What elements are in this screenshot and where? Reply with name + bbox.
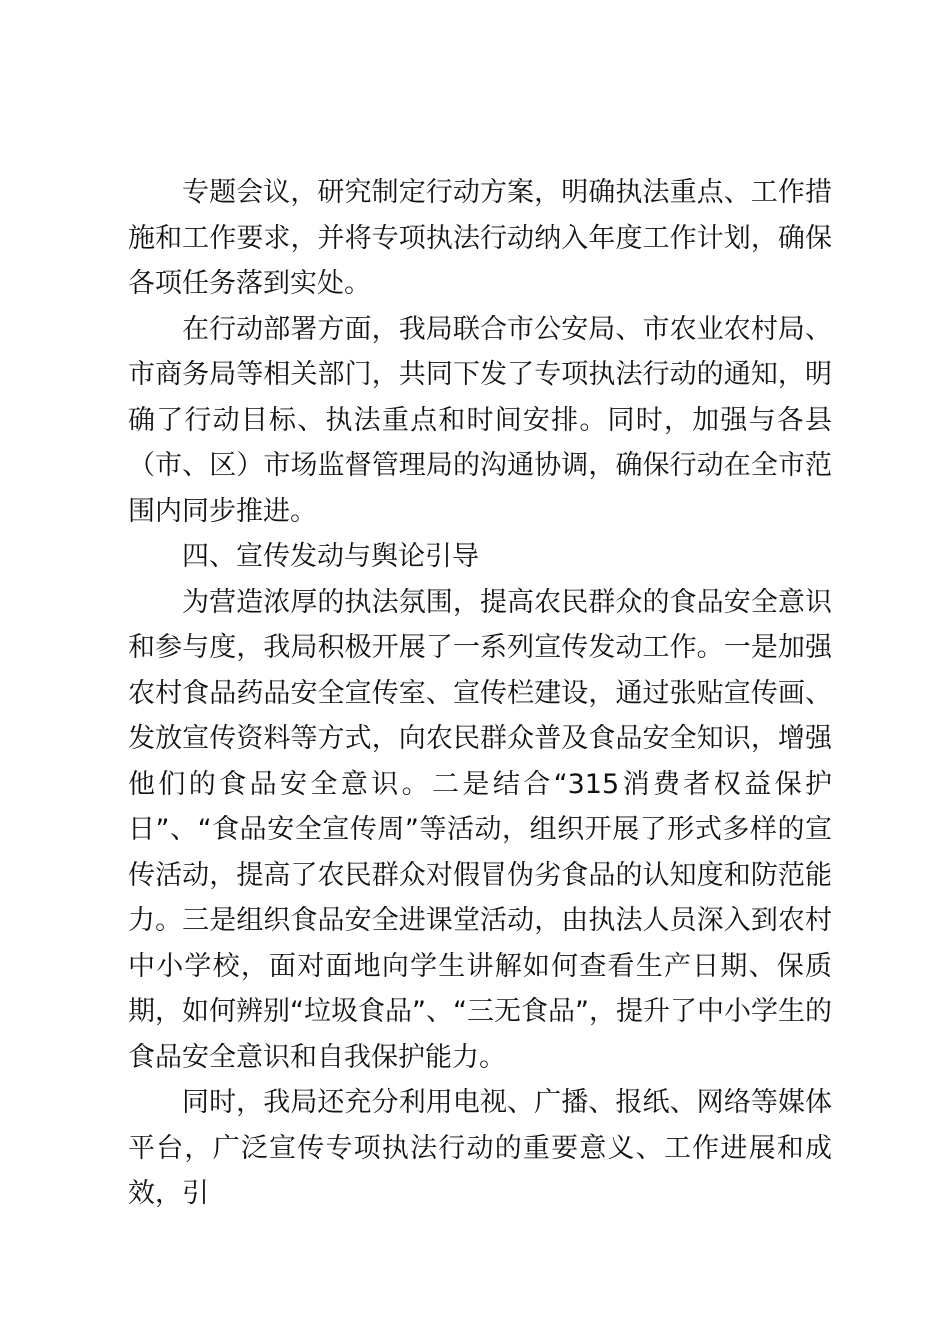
paragraph-continuation: 专题会议，研究制定行动方案，明确执法重点、工作措施和工作要求，并将专项执法行动纳入年度工作计划，确保各项任务落到实处。 — [128, 177, 832, 299]
paragraph-publicity: 为营造浓厚的执法氛围，提高农民群众的食品安全意识和参与度，我局积极开展了一系列宣传发动工作。一是加强农村食品药品安全宣传室、宣传栏建设，通过张贴宣传画、发放宣传资料等方式，向农民群众普及食品安全知识，增强他们的食品安全意识。二是结合“315消费者权益保护日”、“食品安全宣传周”等活动，组织开展了形式多样的宣传活动，提高了农民群众对假冒伪劣食品的认知度和防范能力。三是组织食品安全进课堂活动，由执法人员深入到农村中小学校，面对面地向学生讲解如何查看生产日期、保质期，如何辨别“垃圾食品”、“三无食品”，提升了中小学生的食品安全意识和自我保护能力。 — [128, 586, 832, 1073]
paragraph-deployment: 在行动部署方面，我局联合市公安局、市农业农村局、市商务局等相关部门，共同下发了专项执法行动的通知，明确了行动目标、执法重点和时间安排。同时，加强与各县（市、区）市场监督管理局的沟通协调，确保行动在全市范围内同步推进。 — [128, 313, 832, 527]
section-heading: 四、宣传发动与舆论引导 — [182, 541, 479, 572]
document-body — [128, 170, 832, 1217]
paragraph-media: 同时，我局还充分利用电视、广播、报纸、网络等媒体平台，广泛宣传专项执法行动的重要意义、工作进展和成效，引 — [128, 1087, 832, 1209]
